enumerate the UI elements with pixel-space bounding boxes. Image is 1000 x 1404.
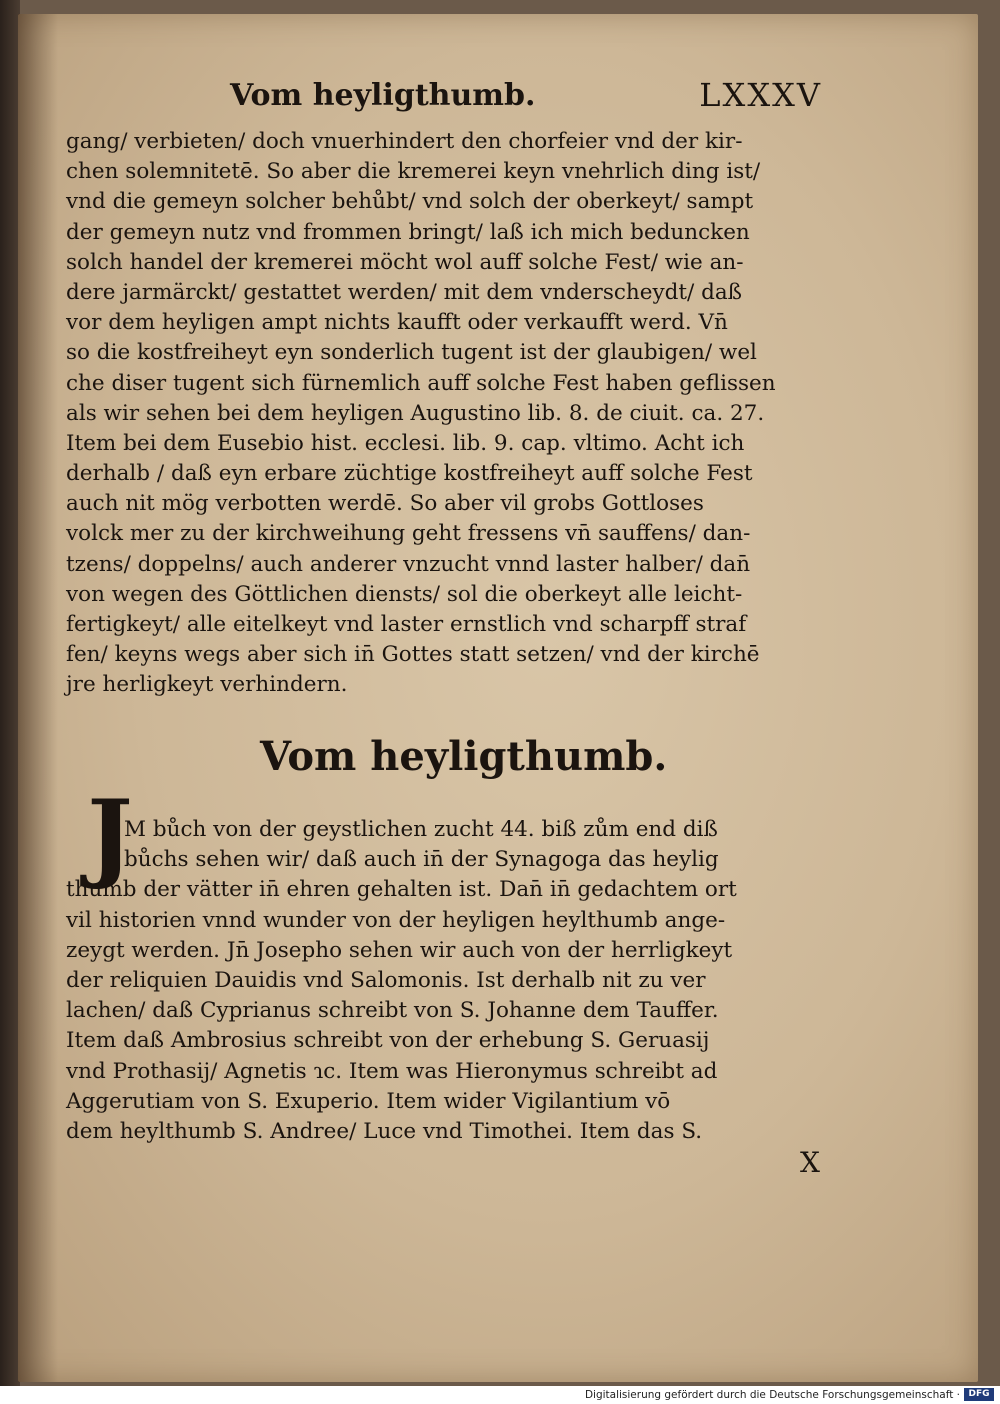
text-line: Aggerutiam von S. Exuperio. Item wider Vigilantium vō [66,1088,671,1114]
dfg-logo: DFG [964,1388,994,1401]
text-line: tzens/ doppelns/ auch anderer vnzucht vnnd laster halber/ dan̄ [66,551,751,577]
text-line: che diser tugent sich fürnemlich auff solche Fest haben geflissen [66,370,776,396]
section-heading: Vom heyligthumb. [260,733,668,780]
text-line: gang/ verbieten/ doch vnuerhindert den chorfeier vnd der kir- [66,129,743,154]
text-line: Item daß Ambrosius schreibt von der erhebung S. Geruasij [66,1028,710,1054]
gutter-shadow [18,14,58,1382]
text-line: thumb der vätter in̄ ehren gehalten ist. Dan̄ in̄ gedachtem ort [66,877,737,903]
text-line: auch nit mög verbotten werdē. So aber vil grobs Gottloses [66,491,704,517]
text-line: zeygt werden. Jn̄ Josepho sehen wir auch von der herrligkeyt [66,937,733,963]
text-line: chen solemnitetē. So aber die kremerei keyn vnehrlich ding ist/ [66,159,761,185]
text-line: der reliquien Dauidis vnd Salomonis. Ist derhalb nit zu ver [66,967,706,993]
scan-left-edge [0,0,20,1386]
text-line: bůchs sehen wir/ daß auch in̄ der Synagoga das heylig [124,847,719,873]
text-line: Item bei dem Eusebio hist. ecclesi. lib. 9. cap. vltimo. Acht ich [66,430,745,456]
text-line: vor dem heyligen ampt nichts kaufft oder verkaufft werd. Vn̄ [66,310,728,336]
decorated-initial: J [87,779,133,892]
text-line: M bůch von der geystlichen zucht 44. biß zům end diß [124,817,718,842]
page-header [230,78,822,122]
catchword: X [800,1146,820,1179]
text-block-continued [66,127,836,701]
text-line: lachen/ daß Cyprianus schreibt von S. Johanne dem Tauffer. [66,998,719,1024]
text-line: fen/ keyns wegs aber sich in̄ Gottes statt setzen/ vnd der kirchē [66,642,760,668]
text-line: derhalb / daß eyn erbare züchtige kostfreiheyt auff solche Fest [66,461,753,487]
text-line: jre herligkeyt verhindern. [66,672,348,698]
text-line: als wir sehen bei dem heyligen Augustino lib. 8. de ciuit. ca. 27. [66,400,765,426]
folio-number: LXXXV [699,76,822,114]
text-line: solch handel der kremerei möcht wol auff solche Fest/ wie an- [66,249,744,275]
footer-bar [0,1386,1000,1404]
text-line: volck mer zu der kirchweihung geht fressens vn̄ sauffens/ dan- [66,521,751,547]
text-block-section [66,815,836,1147]
text-line: vnd die gemeyn solcher behůbt/ vnd solch der oberkeyt/ sampt [66,189,754,215]
text-line: vil historien vnnd wunder von der heyligen heylthumb ange- [66,907,726,933]
footer-credit: Digitalisierung gefördert durch die Deutsche Forschungsgemeinschaft · [584,1389,960,1401]
text-line: von wegen des Göttlichen diensts/ sol die oberkeyt alle leicht- [66,581,743,607]
text-line: fertigkeyt/ alle eitelkeyt vnd laster ernstlich vnd scharpff straf [66,612,747,637]
text-line: vnd Prothasij/ Agnetis ɿc. Item was Hieronymus schreibt ad [66,1058,718,1084]
text-line: dere jarmärckt/ gestattet werden/ mit dem vnderscheydt/ daß [66,279,743,305]
text-line: der gemeyn nutz vnd frommen bringt/ laß ich mich beduncken [66,219,750,245]
text-line: so die kostfreiheyt eyn sonderlich tugent ist der glaubigen/ wel [66,340,757,366]
text-line: dem heylthumb S. Andree/ Luce vnd Timothei. Item das S. [66,1118,703,1144]
running-head: Vom heyligthumb. [230,78,536,113]
